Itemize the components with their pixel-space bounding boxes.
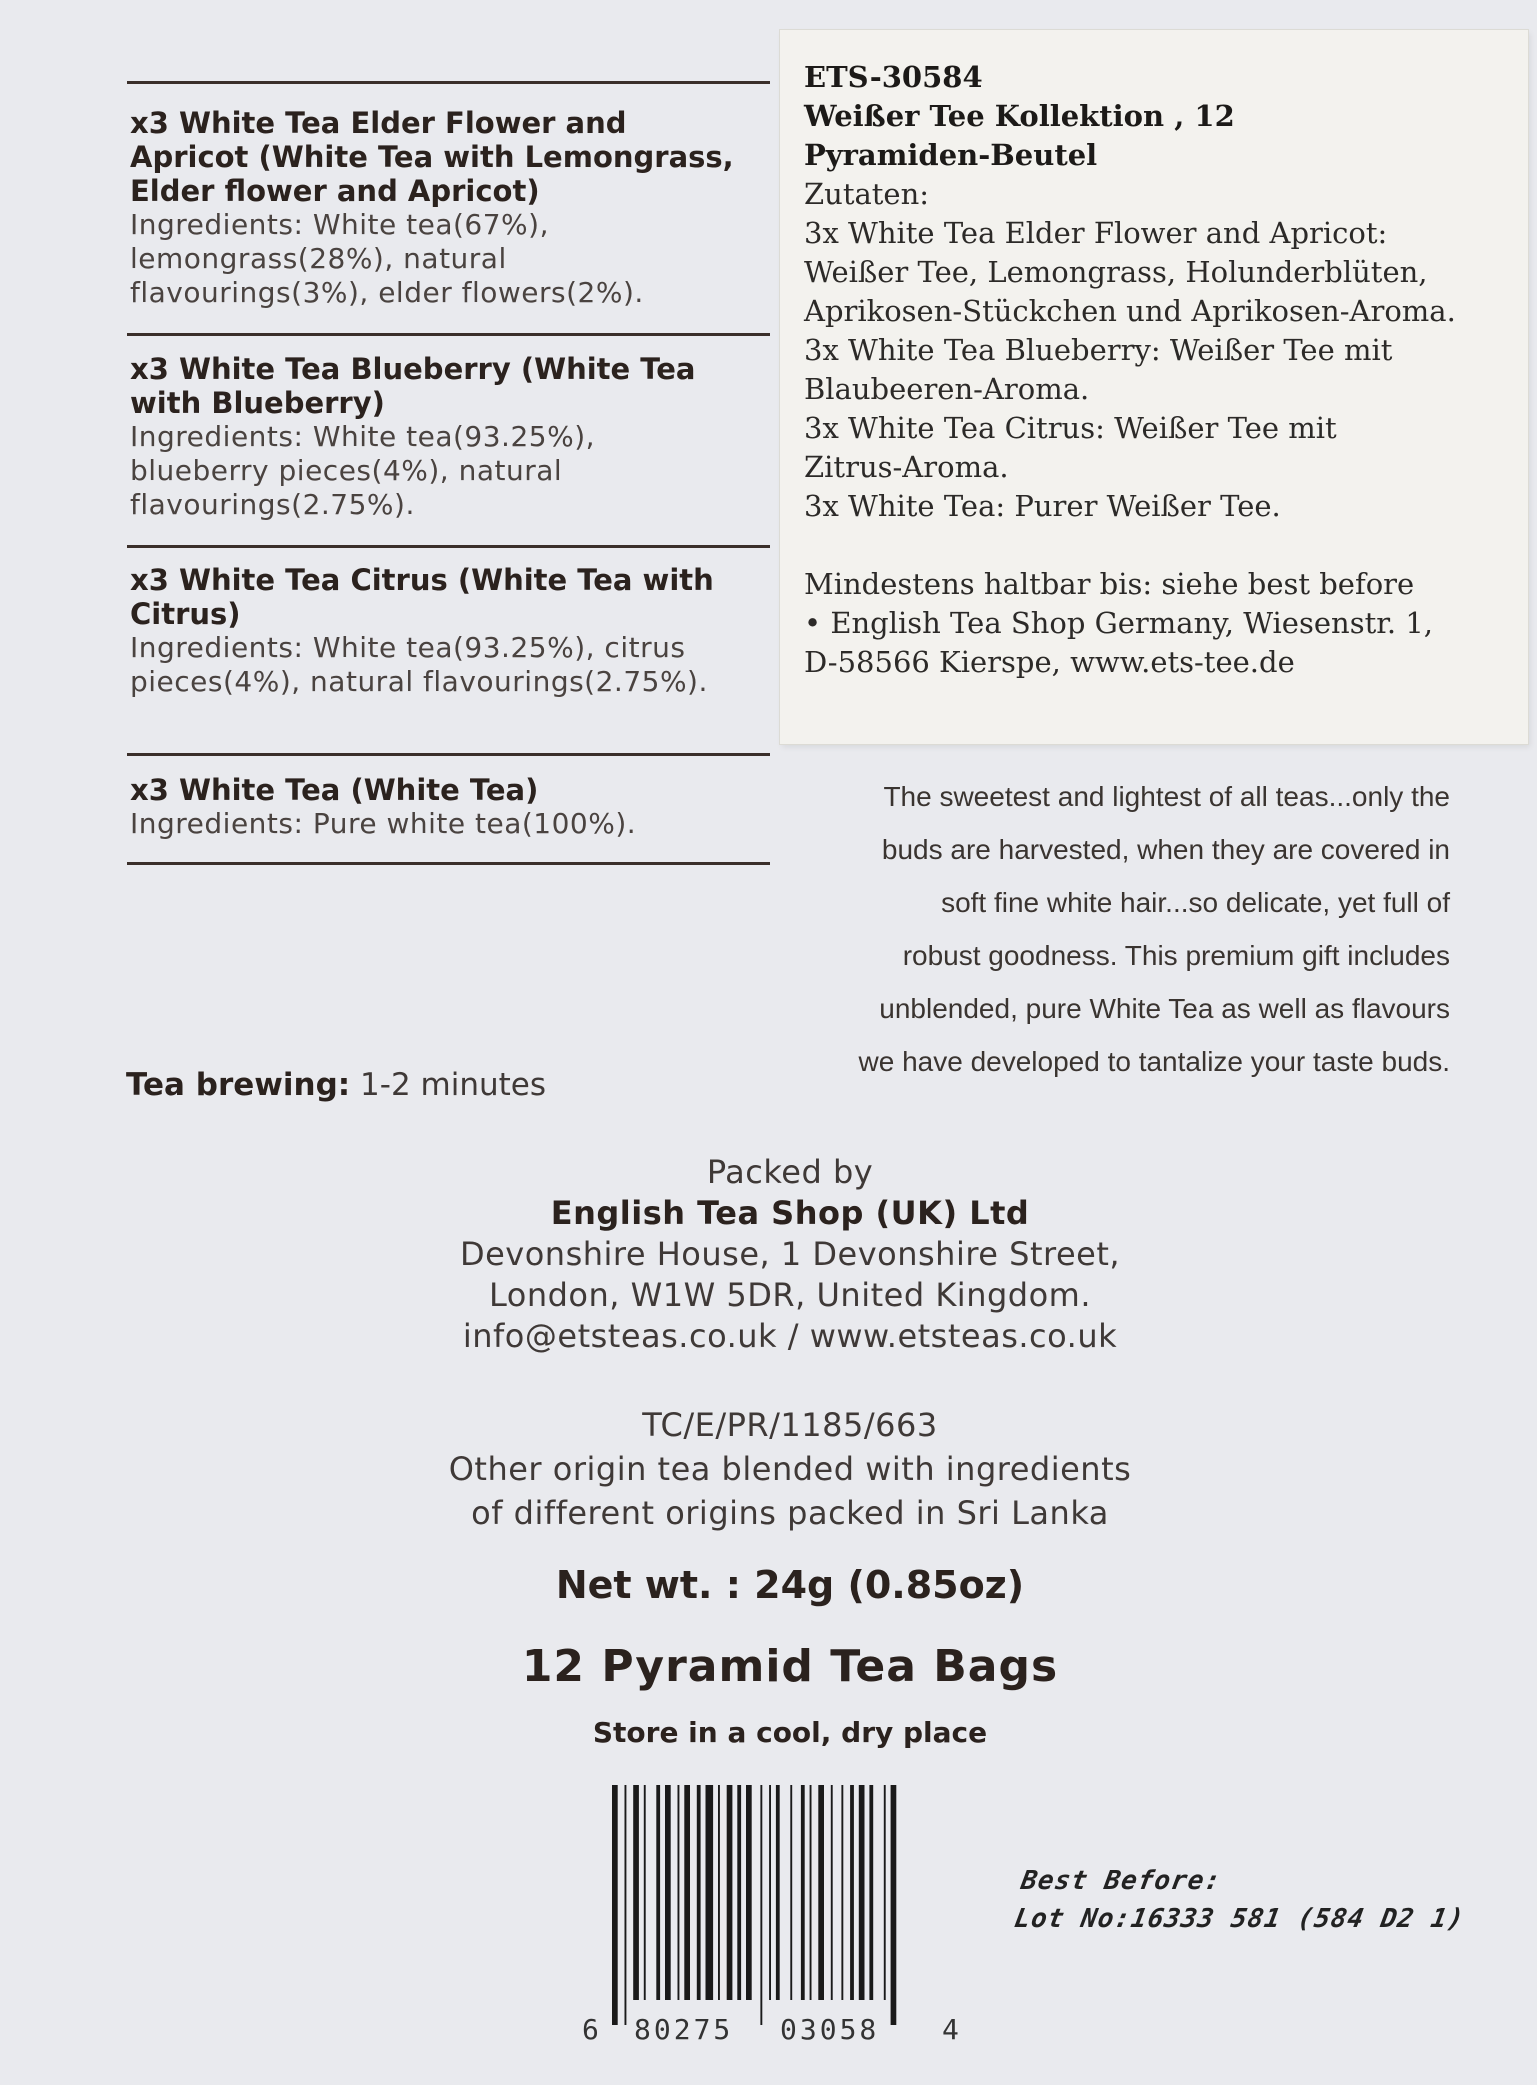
ingredient-line: Ingredients: White tea(67%), [130, 208, 549, 241]
description-line: we have developed to tantalize your taste buds. [858, 1046, 1450, 1077]
brewing-info [126, 1065, 546, 1105]
address-line: London, W1W 5DR, United Kingdom. [488, 1276, 1092, 1314]
barcode-digit-left: 6 [582, 2013, 599, 2046]
barcode-digits-group1: 80275 [634, 2013, 734, 2046]
sticker-line: Zitrus-Aroma. [804, 450, 1009, 484]
title-line: Apricot (White Tea with Lemongrass, [130, 140, 734, 174]
title-line: Citrus) [130, 597, 241, 631]
item-title [130, 106, 770, 208]
tea-bag-count: 12 Pyramid Tea Bags [521, 1641, 1059, 1692]
barcode [582, 1785, 960, 2085]
origin-line: Other origin tea blended with ingredients [448, 1450, 1132, 1488]
item-ingredients [130, 807, 770, 841]
barcode-bar [718, 1785, 720, 2000]
sticker-line: D-58566 Kierspe, www.ets-tee.de [804, 645, 1295, 679]
contact-line: info@etsteas.co.uk / www.etsteas.co.uk [462, 1317, 1118, 1355]
german-label-sticker [780, 30, 1528, 744]
barcode-bar [769, 1785, 771, 2000]
product-name-line: Pyramiden-Beutel [804, 138, 1098, 172]
barcode-bar [644, 1785, 646, 2000]
barcode-bar [684, 1785, 690, 2000]
ingredient-item-white-tea [130, 773, 770, 841]
barcode-bar [869, 1785, 873, 2000]
barcode-bar [665, 1785, 671, 2000]
barcode-bar [656, 1785, 660, 2000]
item-ingredients [130, 631, 770, 699]
title-line: with Blueberry) [130, 386, 385, 420]
packed-by-label: Packed by [706, 1153, 874, 1191]
barcode-bar [737, 1785, 741, 2000]
barcode-bar [841, 1785, 843, 2000]
brewing-value: 1-2 minutes [350, 1067, 547, 1103]
sticker-line: Aprikosen-Stückchen und Aprikosen-Aroma. [804, 294, 1456, 328]
barcode-bar [697, 1785, 701, 2000]
company-name: English Tea Shop (UK) Ltd [550, 1194, 1030, 1232]
barcode-bar [678, 1785, 680, 2000]
sticker-line: Weißer Tee, Lemongrass, Holunderblüten, [804, 255, 1428, 289]
sticker-line: 3x White Tea Elder Flower and Apricot: [804, 216, 1388, 250]
barcode-bar [859, 1785, 865, 2000]
barcode-bar [760, 1785, 762, 2025]
divider [127, 753, 770, 756]
ingredient-item-blueberry [130, 352, 770, 522]
title-line: x3 White Tea Elder Flower and [130, 106, 627, 140]
barcode-bar [633, 1785, 639, 2000]
packer-block [290, 1152, 1290, 1357]
ingredient-line: pieces(4%), natural flavourings(2.75%). [130, 665, 708, 698]
barcode-bar [884, 1785, 886, 2000]
barcode-bar [706, 1785, 714, 2000]
ingredient-line: blueberry pieces(4%), natural [130, 454, 563, 487]
title-line: Elder flower and Apricot) [130, 174, 540, 208]
description-line: unblended, pure White Tea as well as flavours [879, 993, 1450, 1024]
barcode-digits-group2: 03058 [780, 2013, 880, 2046]
item-ingredients [130, 420, 770, 522]
barcode-bar [810, 1785, 812, 2000]
sticker-line: Zutaten: [804, 177, 930, 211]
sticker-spacer [804, 526, 1514, 565]
sticker-line: • English Tea Shop Germany, Wiesenstr. 1, [804, 606, 1434, 640]
ingredient-line: Ingredients: White tea(93.25%), [130, 420, 596, 453]
sticker-line: Mindestens haltbar bis: siehe best before [804, 567, 1415, 601]
title-line: x3 White Tea (White Tea) [130, 773, 539, 807]
barcode-bar [776, 1785, 780, 2000]
product-code: ETS-30584 [804, 60, 983, 94]
divider-bottom [127, 862, 770, 865]
description-line: robust goodness. This premium gift includes [902, 940, 1450, 971]
item-title [130, 773, 770, 807]
divider [127, 545, 770, 548]
sticker-line: 3x White Tea Blueberry: Weißer Tee mit [804, 333, 1393, 367]
barcode-bar [801, 1785, 805, 2000]
barcode-bars [610, 1785, 960, 2025]
barcode-bar [818, 1785, 824, 2000]
barcode-bar [790, 1785, 792, 2000]
product-description [800, 770, 1450, 1088]
ingredient-line: Ingredients: White tea(93.25%), citrus [130, 631, 686, 664]
description-line: soft fine white hair...so delicate, yet full of [941, 887, 1450, 918]
sticker-line: Blaubeeren-Aroma. [804, 372, 1090, 406]
ingredient-line: lemongrass(28%), natural [130, 242, 507, 275]
ingredient-line: flavourings(2.75%). [130, 488, 415, 521]
barcode-bar [612, 1785, 618, 2025]
sticker-line: 3x White Tea: Purer Weißer Tee. [804, 489, 1281, 523]
origin-code: TC/E/PR/1185/663 [642, 1406, 938, 1444]
title-line: x3 White Tea Blueberry (White Tea [130, 352, 696, 386]
ingredient-item-elder-apricot [130, 106, 770, 310]
barcode-bar [850, 1785, 854, 2000]
barcode-bar [625, 1785, 627, 2025]
barcode-bar [831, 1785, 833, 2000]
sticker-text [804, 58, 1514, 682]
barcode-digit-right: 4 [942, 2013, 959, 2046]
storage-instructions: Store in a cool, dry place [592, 1716, 988, 1749]
address-line: Devonshire House, 1 Devonshire Street, [459, 1235, 1121, 1273]
ingredient-item-citrus [130, 563, 770, 699]
barcode-bar [891, 1785, 897, 2025]
description-line: The sweetest and lightest of all teas...only the [883, 781, 1450, 812]
divider-top [127, 81, 770, 84]
ingredient-line: Ingredients: Pure white tea(100%). [130, 807, 637, 840]
origin-line: of different origins packed in Sri Lanka [471, 1494, 1109, 1532]
product-name-line: Weißer Tee Kollektion , 12 [804, 99, 1235, 133]
sticker-line: 3x White Tea Citrus: Weißer Tee mit [804, 411, 1337, 445]
title-line: x3 White Tea Citrus (White Tea with [130, 563, 714, 597]
item-title [130, 563, 770, 631]
divider [127, 333, 770, 336]
origin-block [290, 1403, 1290, 1535]
barcode-bar [727, 1785, 733, 2000]
lot-number: Lot No:16333 581 (584 D2 1) [1012, 1904, 1467, 1934]
item-title [130, 352, 770, 420]
best-before-stamp [1011, 1862, 1474, 1938]
ingredient-line: flavourings(3%), elder flowers(2%). [130, 276, 644, 309]
item-ingredients [130, 208, 770, 310]
description-line: buds are harvested, when they are covered in [881, 834, 1450, 865]
best-before-label: Best Before: [1018, 1866, 1224, 1896]
net-weight: Net wt. : 24g (0.85oz) [555, 1563, 1025, 1607]
barcode-bar [746, 1785, 752, 2000]
brewing-label: Tea brewing: [126, 1067, 351, 1103]
